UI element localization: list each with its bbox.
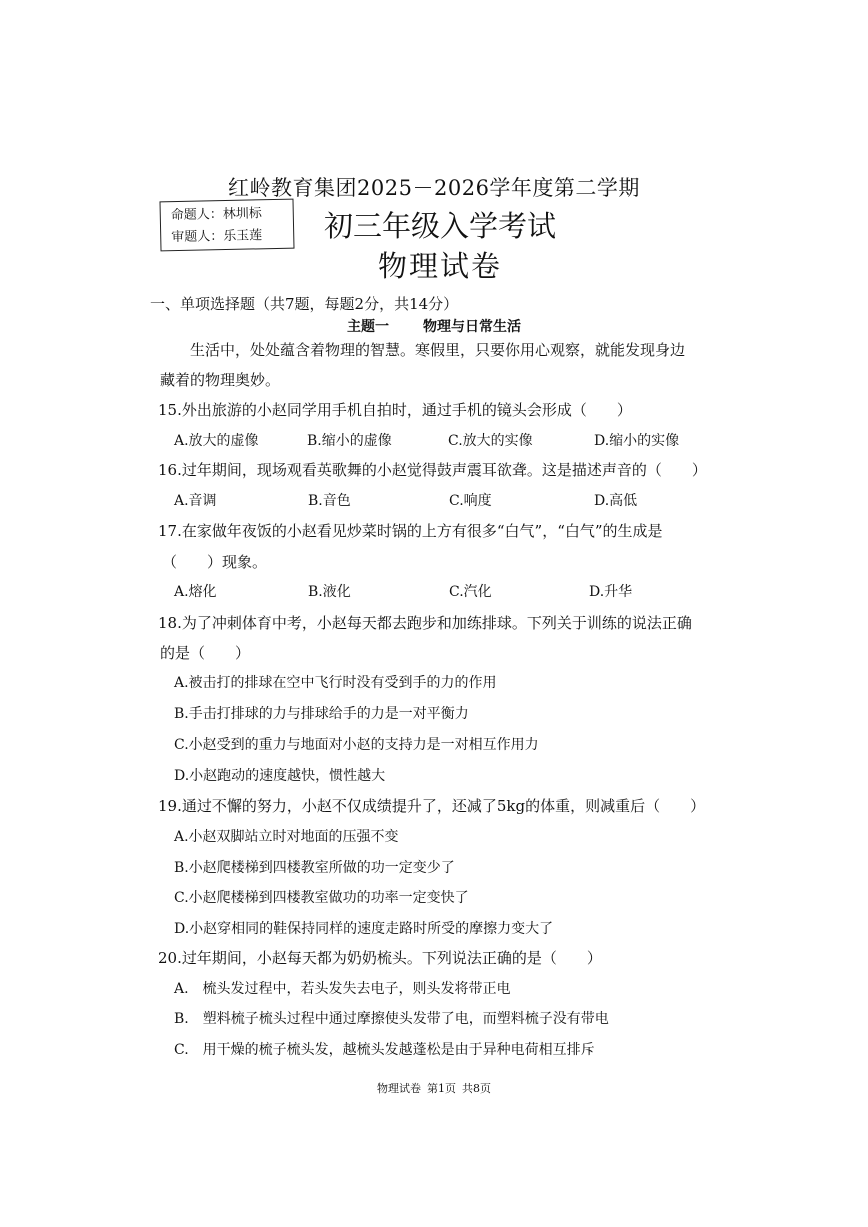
option: D.小赵穿相同的鞋保持同样的速度走路时所受的摩擦力变大了: [174, 921, 554, 937]
question-18-stem: [158, 612, 692, 633]
intro-line: 生活中，处处蕴含着物理的智慧。寒假里，只要你用心观察，就能发现身边: [190, 341, 686, 359]
footer-page: 第1页: [427, 1082, 456, 1095]
option: A.被击打的排球在空中飞行时没有受到手的力的作用: [174, 675, 497, 691]
option: B.小赵爬楼梯到四楼教室所做的功一定变少了: [174, 860, 455, 876]
section-heading: 一、单项选择题（共7题，每题2分，共14分）: [150, 295, 459, 313]
theme-heading: [0, 316, 868, 336]
option: B.手击打排球的力与排球给手的力是一对平衡力: [174, 706, 469, 722]
question-text: 在家做年夜饭的小赵看见炒菜时锅的上方有很多“白气”，“白气”的生成是: [181, 522, 663, 540]
option: D.小赵跑动的速度越快，惯性越大: [174, 768, 386, 784]
exam-subtitle: 物理试卷: [377, 249, 502, 283]
option: C.小赵爬楼梯到四楼教室做功的功率一定变快了: [174, 890, 469, 906]
question-text: 外出旅游的小赵同学用手机自拍时，通过手机的镜头会形成（ ）: [181, 401, 632, 419]
option: A.音调: [174, 493, 217, 509]
question-17-stem: [158, 520, 663, 541]
option: A.小赵双脚站立时对地面的压强不变: [174, 829, 399, 845]
theme-name: 物理与日常生活: [423, 319, 521, 335]
question-number: 17.: [158, 522, 182, 540]
option: D.升华: [589, 584, 633, 600]
question-19-stem: [158, 795, 705, 816]
question-text: （ ）现象。: [162, 553, 268, 571]
question-20-stem: [158, 947, 602, 968]
question-text: 为了冲刺体育中考，小赵每天都去跑步和加练排球。下列关于训练的说法正确: [181, 614, 692, 632]
option: C. 用干燥的梳子梳头发，越梳头发越蓬松是由于异种电荷相互排斥: [174, 1042, 595, 1058]
setter-label: 命题人：林圳标: [170, 206, 262, 224]
question-number: 16.: [158, 461, 182, 479]
option: B.液化: [308, 584, 351, 600]
intro-line: 藏着的物理奥妙。: [160, 371, 281, 389]
option: B.音色: [308, 493, 351, 509]
question-number: 15.: [158, 401, 182, 419]
question-text: 过年期间，现场观看英歌舞的小赵觉得鼓声震耳欲聋。这是描述声音的（ ）: [181, 461, 707, 479]
question-number: 20.: [158, 949, 182, 967]
option: A. 梳头发过程中，若头发失去电子，则头发将带正电: [174, 981, 511, 997]
option: C.放大的实像: [448, 433, 533, 449]
exam-title: 初三年级入学考试: [323, 209, 556, 243]
question-15-stem: [158, 399, 632, 420]
option: B. 塑料梳子梳头过程中通过摩擦使头发带了电，而塑料梳子没有带电: [174, 1011, 609, 1027]
question-16-stem: [158, 459, 707, 480]
theme-number: 主题一: [347, 319, 389, 335]
school-header: 红岭教育集团2025－2026学年度第二学期: [228, 176, 640, 200]
option: C.汽化: [449, 584, 492, 600]
page-footer: [0, 1080, 868, 1096]
question-text: 的是（ ）: [160, 644, 251, 662]
question-text: 通过不懈的努力，小赵不仅成绩提升了，还减了5kg的体重，则减重后（ ）: [181, 797, 706, 815]
question-number: 18.: [158, 614, 182, 632]
question-text: 过年期间，小赵每天都为奶奶梳头。下列说法正确的是（ ）: [181, 949, 602, 967]
option: C.响度: [449, 493, 492, 509]
option: A.熔化: [174, 584, 217, 600]
question-number: 19.: [158, 797, 182, 815]
footer-paper: 物理试卷: [377, 1082, 421, 1095]
option: B.缩小的虚像: [307, 433, 392, 449]
reviewer-label: 审题人：乐玉莲: [171, 228, 263, 246]
option: C.小赵受到的重力与地面对小赵的支持力是一对相互作用力: [174, 737, 539, 753]
footer-total: 共8页: [462, 1082, 491, 1095]
option: A.放大的虚像: [174, 433, 259, 449]
option: D.高低: [594, 493, 638, 509]
option: D.缩小的实像: [594, 433, 680, 449]
